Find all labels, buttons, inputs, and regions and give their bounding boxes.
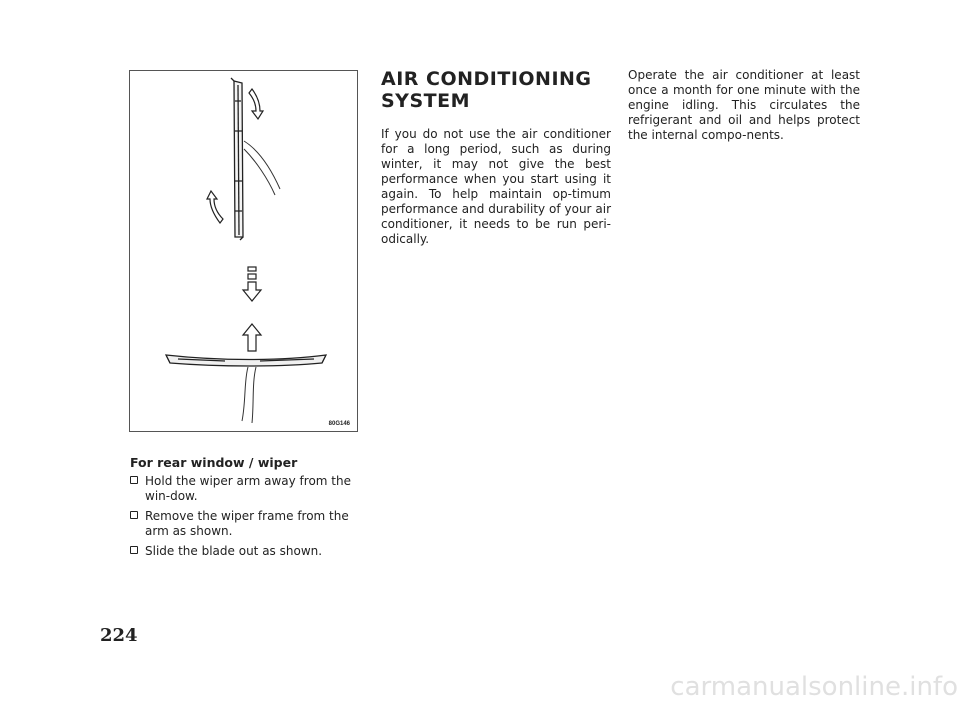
wiper-arm <box>244 141 280 195</box>
list-item-text: Slide the blade out as shown. <box>145 544 323 558</box>
wiper-diagram <box>130 71 359 433</box>
checkbox-bullet-icon <box>130 511 138 519</box>
figure-caption <box>130 455 362 564</box>
watermark: carmanualsonline.info <box>670 672 958 702</box>
wiper-illustration <box>129 70 358 432</box>
body-paragraph-right: Operate the air conditioner at least once a month for one minute with the engine idling. This circulates the refrigerant and oil and helps protect the internal compo-nents. <box>628 68 860 142</box>
down-arrow-icon <box>243 267 261 301</box>
page-number: 224 <box>100 625 138 646</box>
list-item <box>130 474 362 504</box>
list-item-text: Hold the wiper arm away from the win-dow. <box>145 474 351 503</box>
checkbox-bullet-icon <box>130 546 138 554</box>
list-item-text: Remove the wiper frame from the arm as shown. <box>145 509 349 538</box>
body-paragraph: If you do not use the air conditioner for a long period, such as during winter, it may not give the best performance when you start using it again. To help maintain op-timum performance and durability of your air conditioner, it needs to be run peri-odically. <box>381 127 611 246</box>
vertical-wiper-blade <box>231 78 243 240</box>
rotate-arrow-icon-left <box>207 191 223 223</box>
list-item <box>130 509 362 539</box>
instruction-list <box>130 474 362 559</box>
checkbox-bullet-icon <box>130 476 138 484</box>
list-item <box>130 544 362 559</box>
caption-title: For rear window / wiper <box>130 455 298 470</box>
wiper-arm-lower <box>242 367 256 423</box>
up-arrow-icon <box>243 324 261 351</box>
figure-code: 80G146 <box>328 421 350 427</box>
section-title: AIR CONDITIONING SYSTEM <box>381 68 592 112</box>
rotate-arrow-icon <box>249 89 263 119</box>
horizontal-wiper-blade <box>166 355 326 366</box>
